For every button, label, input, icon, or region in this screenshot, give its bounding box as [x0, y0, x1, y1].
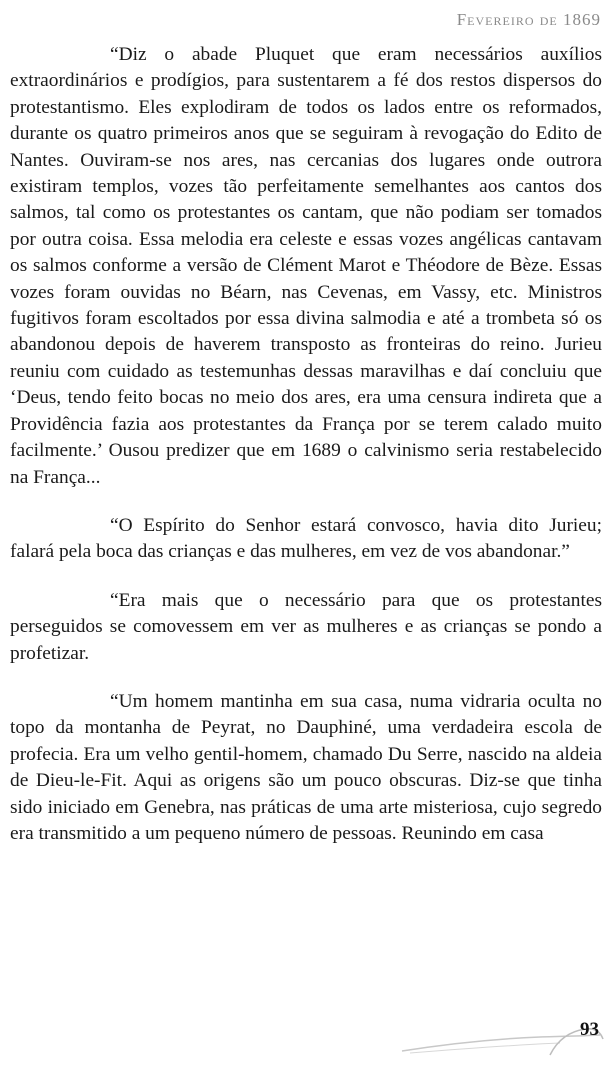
page-body — [10, 42, 602, 869]
decorative-swoosh-icon — [400, 1009, 605, 1059]
page-number: 93 — [580, 1019, 599, 1040]
page-footer — [400, 1009, 605, 1059]
paragraph: “Um homem mantinha em sua casa, numa vidraria oculta no topo da montanha de Peyrat, no Dauphiné, uma verdadeira escola de profecia. Era um velho gentil-homem, chamado Du Serre, nascido na aldeia de Dieu-le-Fit. Aqui as origens são um pouco obscuras. Diz-se que tinha sido iniciado em Genebra, nas práticas de uma arte misteriosa, cujo segredo era transmitido a um pequeno número de pessoas. Reunindo em casa — [10, 690, 602, 844]
paragraph: “Era mais que o necessário para que os protestantes perseguidos se comovessem em ver as mulheres e as crianças se pondo a profetizar. — [10, 589, 602, 664]
paragraph: “O Espírito do Senhor estará convosco, havia dito Jurieu; falará pela boca das crianças e das mulheres, em vez de vos abandonar.” — [10, 514, 602, 563]
paragraph: “Diz o abade Pluquet que eram necessários auxílios extraordinários e prodígios, para sustentarem a fé dos restos dispersos do protestantismo. Eles explodiram de todos os lados entre os reformados, durante os quatro primeiros anos que se seguiram à revogação do Edito de Nantes. Ouviram-se nos ares, nas cercanias dos lugares onde outrora existiram templos, vozes tão perfeitamente semelhantes aos cantos dos salmos, tal como os protestantes os cantam, que não podiam ser tomados por outra coisa. Essa melodia era celeste e essas vozes angélicas cantavam os salmos conforme a versão de Clément Marot e Théodore de Bèze. Essas vozes foram ouvidas no Béarn, nas Cevenas, em Vassy, etc. Ministros fugitivos foram escoltados por essa divina salmodia e até a trombeta só os abandonou depois de haverem transposto as fronteiras do reino. Jurieu reuniu com cuidado as testemunhas dessas maravilhas e daí concluiu que ‘Deus, tendo feito bocas no meio dos ares, era uma censura indireta que a Providência fazia aos protestantes da França por se terem calado muito facilmente.’ Ousou predizer que em 1689 o calvinismo seria restabelecido na França... — [10, 44, 602, 488]
running-header: Fevereiro de 1869 — [456, 10, 601, 29]
